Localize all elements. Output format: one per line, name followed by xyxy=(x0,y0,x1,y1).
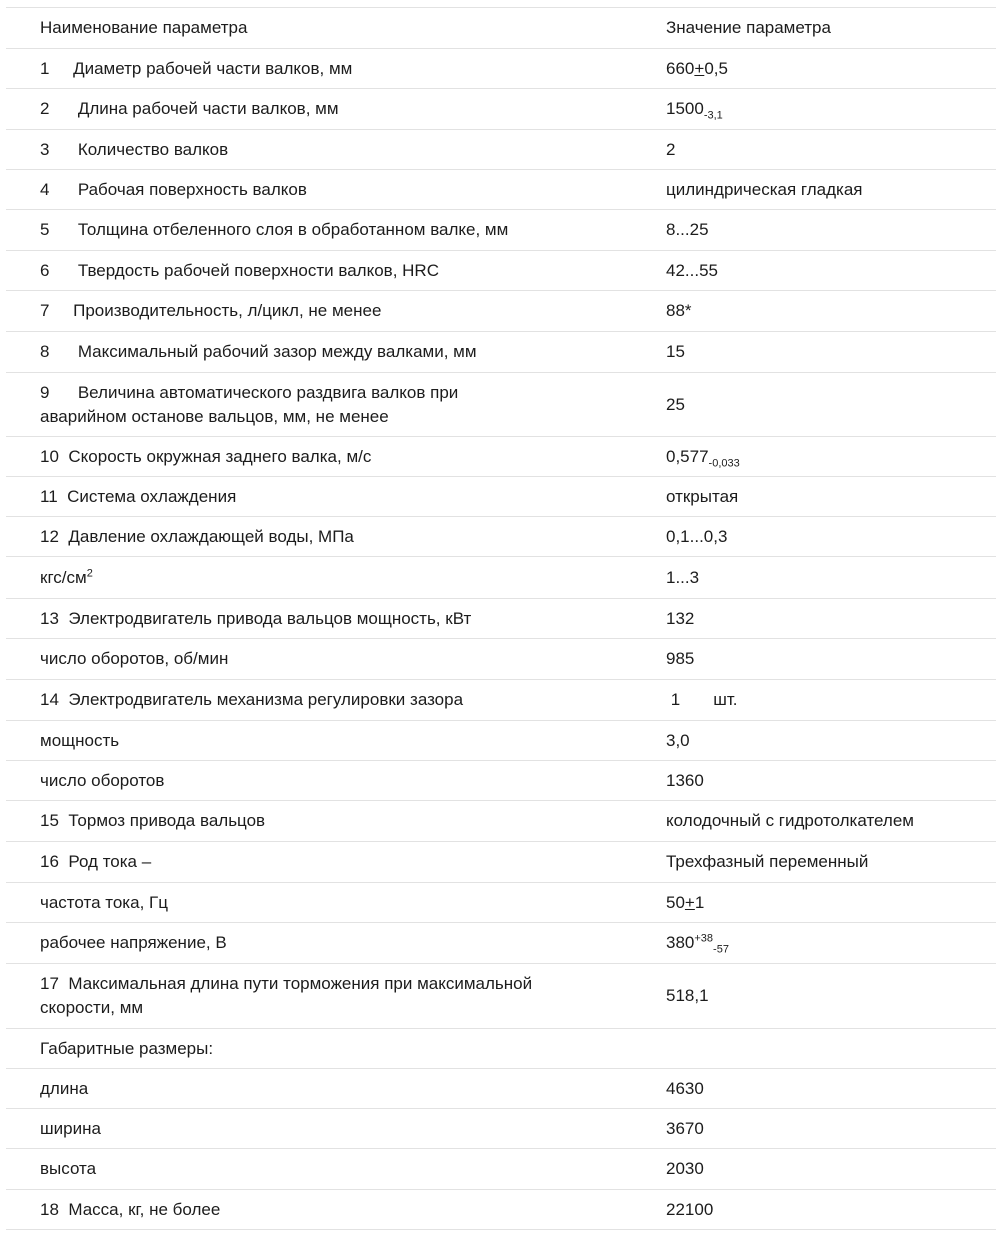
param-name: 16 Род тока – xyxy=(6,842,666,883)
table-row xyxy=(6,923,996,964)
table-row xyxy=(6,210,996,251)
table-row xyxy=(6,842,996,883)
param-value: открытая xyxy=(666,477,996,517)
param-value: 1 шт. xyxy=(666,680,996,721)
param-value: 42...55 xyxy=(666,251,996,291)
param-value: 3,0 xyxy=(666,721,996,761)
param-name: 9 Величина автоматического раздвига валков при аварийном останове вальцов, мм, не менее xyxy=(6,373,666,437)
param-name: 6 Твердость рабочей поверхности валков, HRC xyxy=(6,251,666,291)
param-name: ширина xyxy=(6,1109,666,1149)
header-value: Значение параметра xyxy=(666,8,996,49)
table-row xyxy=(6,477,996,517)
parameters-table xyxy=(6,7,996,1230)
param-value: 985 xyxy=(666,639,996,680)
table-header-row xyxy=(6,8,996,49)
param-name: 14 Электродвигатель механизма регулировки зазора xyxy=(6,680,666,721)
param-name: число оборотов, об/мин xyxy=(6,639,666,680)
param-value: 15 xyxy=(666,332,996,373)
param-name: рабочее напряжение, В xyxy=(6,923,666,964)
param-value: 25 xyxy=(666,373,996,437)
table-row xyxy=(6,1190,996,1230)
table-row xyxy=(6,130,996,170)
table-row xyxy=(6,1149,996,1190)
param-value: 0,1...0,3 xyxy=(666,517,996,557)
table-row xyxy=(6,170,996,210)
table-row xyxy=(6,680,996,721)
param-value: цилиндрическая гладкая xyxy=(666,170,996,210)
table-row xyxy=(6,599,996,639)
param-name: частота тока, Гц xyxy=(6,883,666,923)
param-value: 8...25 xyxy=(666,210,996,251)
param-name: высота xyxy=(6,1149,666,1190)
table-row xyxy=(6,964,996,1029)
param-name: кгс/$см^2$ xyxy=(6,557,666,599)
param-value: $380^{+38}_{-57}$ xyxy=(666,923,996,964)
param-name: 2 Длина рабочей части валков, мм xyxy=(6,89,666,130)
table-row xyxy=(6,89,996,130)
param-value: 1360 xyxy=(666,761,996,801)
param-name: 12 Давление охлаждающей воды, МПа xyxy=(6,517,666,557)
table-row xyxy=(6,721,996,761)
table-row xyxy=(6,49,996,89)
param-value: 518,1 xyxy=(666,964,996,1029)
param-name: 7 Производительность, л/цикл, не менее xyxy=(6,291,666,332)
table-row xyxy=(6,437,996,477)
param-value: 88* xyxy=(666,291,996,332)
param-name: число оборотов xyxy=(6,761,666,801)
param-value: 1...3 xyxy=(666,557,996,599)
table-row xyxy=(6,801,996,842)
param-value: $0,577_{-0,033}$ xyxy=(666,437,996,477)
table-row xyxy=(6,1029,996,1069)
table-row xyxy=(6,883,996,923)
param-value xyxy=(666,1029,996,1069)
param-name: 4 Рабочая поверхность валков xyxy=(6,170,666,210)
table-row xyxy=(6,1069,996,1109)
param-value: 2030 xyxy=(666,1149,996,1190)
table-row xyxy=(6,251,996,291)
table-row xyxy=(6,332,996,373)
header-param: Наименование параметра xyxy=(6,8,666,49)
param-name: 13 Электродвигатель привода вальцов мощность, кВт xyxy=(6,599,666,639)
param-value: 660+0,5 xyxy=(666,49,996,89)
table-row xyxy=(6,557,996,599)
param-value: 4630 xyxy=(666,1069,996,1109)
param-name: 1 Диаметр рабочей части валков, мм xyxy=(6,49,666,89)
table-row xyxy=(6,517,996,557)
param-name: 11 Система охлаждения xyxy=(6,477,666,517)
param-name: Габаритные размеры: xyxy=(6,1029,666,1069)
param-name: мощность xyxy=(6,721,666,761)
param-name: 3 Количество валков xyxy=(6,130,666,170)
param-name: 5 Толщина отбеленного слоя в обработанном валке, мм xyxy=(6,210,666,251)
param-value: 132 xyxy=(666,599,996,639)
table-row xyxy=(6,1109,996,1149)
param-value: $1500_{-3,1}$ xyxy=(666,89,996,130)
param-value: 50+1 xyxy=(666,883,996,923)
table-row xyxy=(6,639,996,680)
param-name: 17 Максимальная длина пути торможения при максимальной скорости, мм xyxy=(6,964,666,1029)
table-row xyxy=(6,373,996,437)
param-name: 15 Тормоз привода вальцов xyxy=(6,801,666,842)
param-name: длина xyxy=(6,1069,666,1109)
table-row xyxy=(6,291,996,332)
param-value: 2 xyxy=(666,130,996,170)
param-value: 3670 xyxy=(666,1109,996,1149)
param-name: 10 Скорость окружная заднего валка, м/с xyxy=(6,437,666,477)
param-value: Трехфазный переменный xyxy=(666,842,996,883)
param-name: 8 Максимальный рабочий зазор между валками, мм xyxy=(6,332,666,373)
table-row xyxy=(6,761,996,801)
param-name: 18 Масса, кг, не более xyxy=(6,1190,666,1230)
param-value: 22100 xyxy=(666,1190,996,1230)
param-value: колодочный с гидротолкателем xyxy=(666,801,996,842)
